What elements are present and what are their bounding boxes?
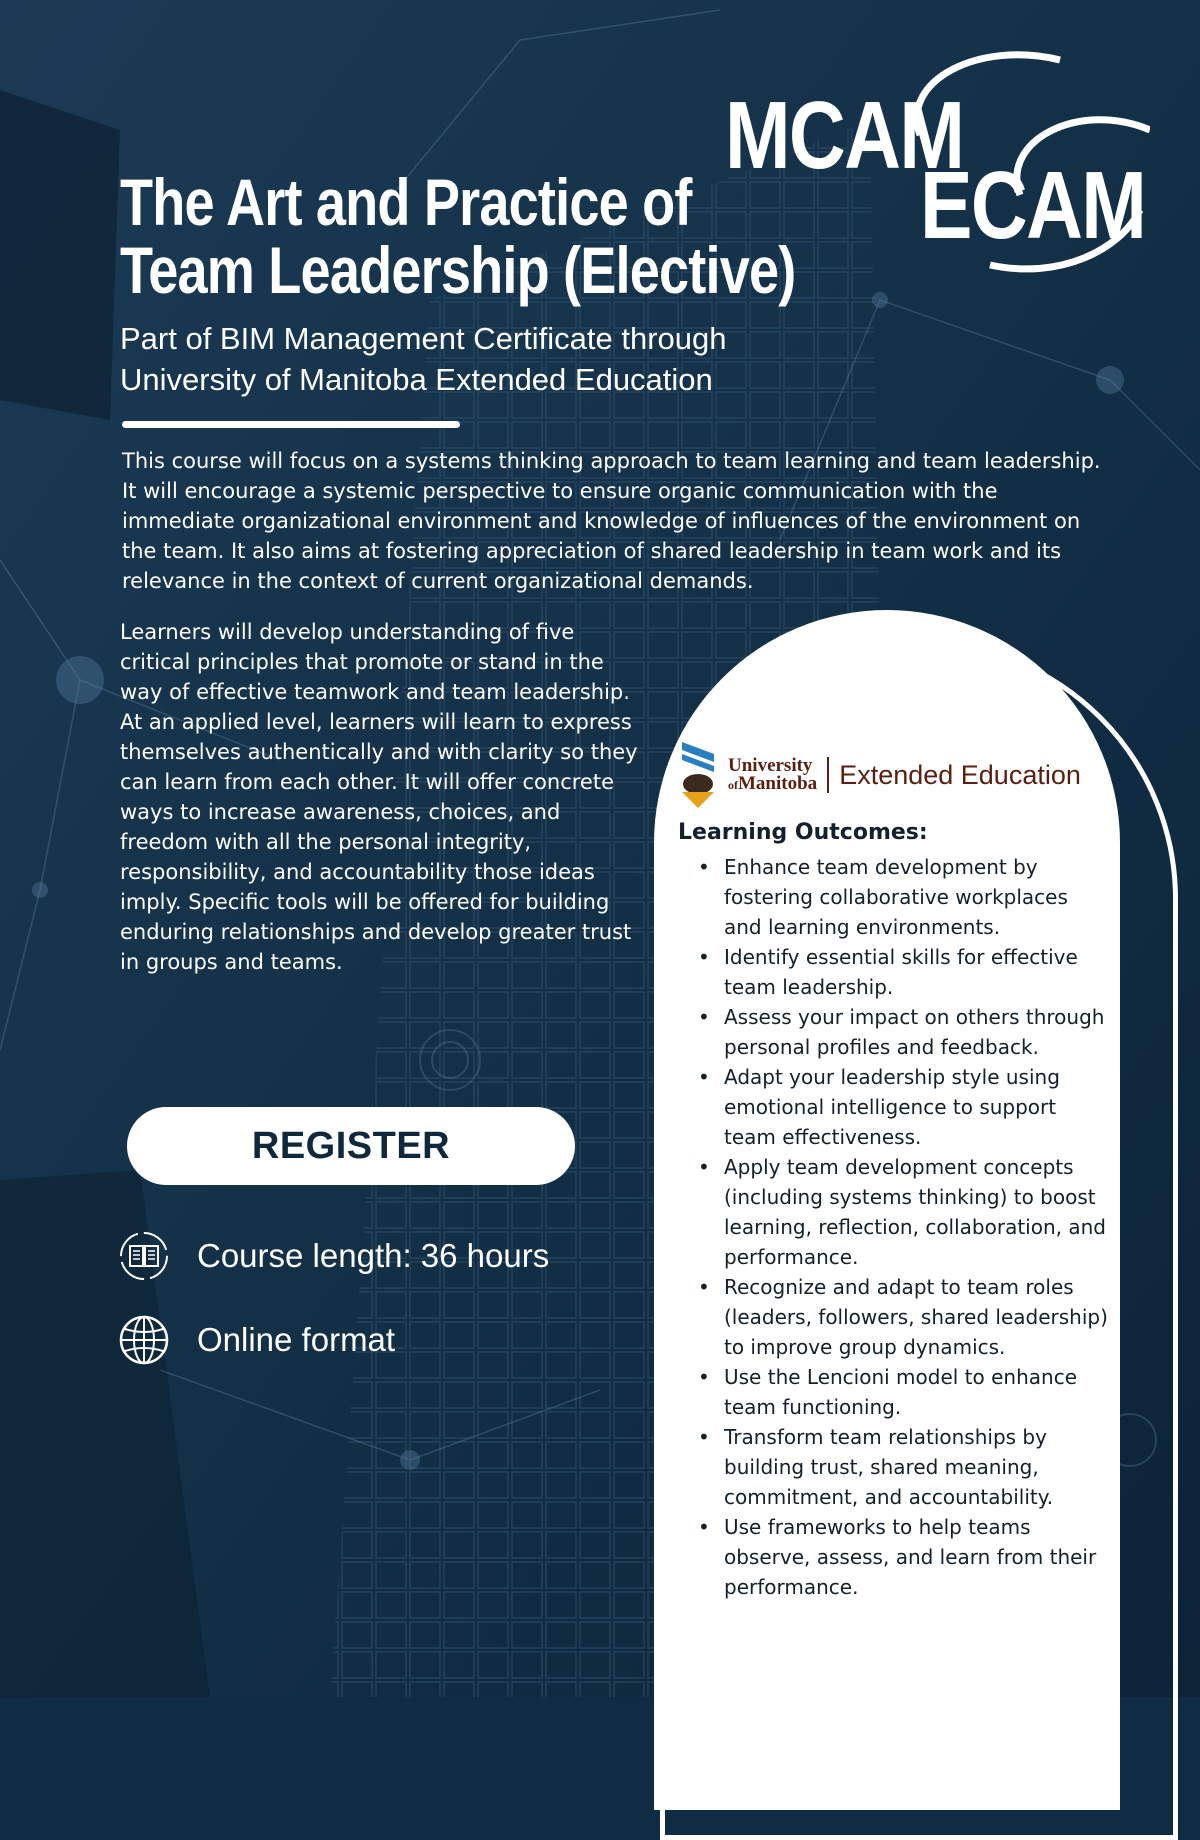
outcome-item: • Apply team development concepts (including systems thinking) to boost learning, reflection, collaboration, and performance. <box>678 1152 1108 1272</box>
course-length-row <box>118 1230 549 1282</box>
outcome-item: • Use the Lencioni model to enhance team functioning. <box>678 1362 1108 1422</box>
book-clock-icon <box>118 1230 170 1282</box>
title-line-2: Team Leadership (Elective) <box>120 233 796 307</box>
logo-mcam-text: MCAM <box>725 82 964 189</box>
globe-icon <box>118 1314 170 1366</box>
intro-paragraph: This course will focus on a systems thinking approach to team learning and team leadership. It will encourage a systemic perspective to ensure organic communication with the immediate organizational environment and knowledge of influences of the environment on the team. It also aims at fostering appreciation of shared leadership in team work and its relevance in the context of current organizational demands. <box>122 449 1101 593</box>
register-button[interactable]: REGISTER <box>127 1107 575 1185</box>
format-row <box>118 1314 395 1366</box>
title-line-1: The Art and Practice of <box>120 165 692 239</box>
page-title <box>120 165 796 307</box>
university-name-prefix: of <box>728 777 738 792</box>
logo-ecam-text: ECAM <box>920 152 1146 259</box>
logo-divider <box>827 757 829 793</box>
university-name-line-1: University <box>728 754 813 776</box>
divider-rule <box>122 421 460 428</box>
bison-crest-icon <box>678 740 718 810</box>
outcome-item: • Assess your impact on others through personal profiles and feedback. <box>678 1002 1108 1062</box>
format-text: Online format <box>197 1321 396 1358</box>
subtitle: Part of BIM Management Certificate through University of Manitoba Extended Education <box>120 321 727 397</box>
outcomes-heading: Learning Outcomes: <box>678 820 928 845</box>
learning-outcomes-panel <box>654 610 1120 1810</box>
outcome-item: • Identify essential skills for effective team leadership. <box>678 942 1108 1002</box>
outcomes-list <box>678 852 1108 1602</box>
extended-education-text: Extended Education <box>839 759 1081 790</box>
university-name-manitoba: Manitoba <box>738 772 818 794</box>
outcome-item: • Adapt your leadership style using emotional intelligence to support team effectiveness. <box>678 1062 1108 1152</box>
details-paragraph: Learners will develop understanding of five critical principles that promote or stand in the way of effective teamwork and team leadership. At an applied level, learners will learn to express themselves authentically and with clarity so they can learn from each other. It will offer concrete ways to increase awareness, choices, and freedom with all the personal integrity, responsibility, and accountability those ideas imply. Specific tools will be offered for building enduring relationships and develop greater trust in groups and teams. <box>120 620 638 974</box>
outcome-item: • Recognize and adapt to team roles (leaders, followers, shared leadership) to improve group dynamics. <box>678 1272 1108 1362</box>
course-length-text: Course length: 36 hours <box>197 1237 550 1274</box>
outcome-item: • Use frameworks to help teams observe, assess, and learn from their performance. <box>678 1512 1108 1602</box>
university-name-line-2 <box>728 772 818 794</box>
university-logo <box>678 740 1081 810</box>
outcome-item: • Enhance team development by fostering collaborative workplaces and learning environments. <box>678 852 1108 942</box>
outcome-item: • Transform team relationships by building trust, shared meaning, commitment, and accountability. <box>678 1422 1108 1512</box>
